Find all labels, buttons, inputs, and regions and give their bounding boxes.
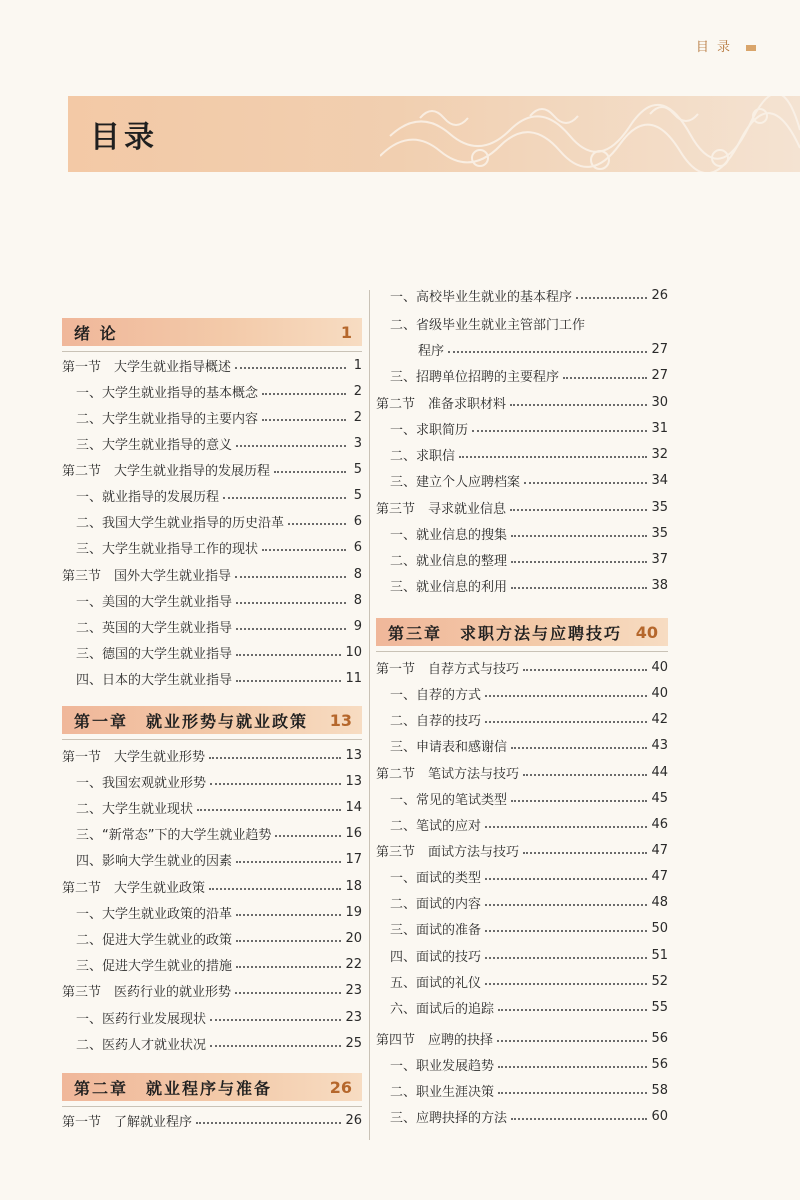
toc-entry-title: 一、职业发展趋势 (390, 1058, 495, 1074)
toc-item-entry[interactable] (62, 537, 362, 557)
toc-page-number: 3 (353, 435, 362, 451)
toc-entry-title: 三、德国的大学生就业指导 (76, 646, 233, 662)
toc-entry-title: 一、医药行业发展现状 (76, 1011, 207, 1027)
dot-leader (275, 835, 341, 837)
toc-section-entry[interactable] (376, 840, 668, 860)
toc-page-number: 22 (345, 956, 362, 972)
toc-item-entry[interactable] (62, 433, 362, 453)
toc-entry-title: 四、影响大学生就业的因素 (76, 853, 233, 869)
dot-leader (236, 654, 341, 656)
toc-page-number: 34 (651, 472, 668, 488)
dot-leader (498, 1066, 647, 1068)
toc-page-number: 40 (651, 685, 668, 701)
toc-item-entry[interactable] (62, 823, 362, 843)
dot-leader (524, 482, 647, 484)
dot-leader (523, 774, 647, 776)
toc-item-entry[interactable] (62, 616, 362, 636)
toc-entry-title: 第一节 了解就业程序 (62, 1114, 193, 1130)
toc-entry-title: 六、面试后的追踪 (390, 1001, 495, 1017)
toc-item-entry[interactable] (62, 771, 362, 791)
chapter-underline (62, 739, 362, 740)
toc-entry-title: 第二节 准备求职材料 (376, 396, 507, 412)
toc-entry-title: 第四节 应聘的抉择 (376, 1032, 494, 1048)
toc-item-entry[interactable] (376, 814, 668, 834)
toc-page-number: 56 (651, 1030, 668, 1046)
header-mark-icon (746, 45, 756, 51)
dot-leader (485, 957, 647, 959)
toc-entry-title: 一、大学生就业指导的基本概念 (76, 385, 259, 401)
dot-leader (235, 992, 341, 994)
chapter-underline (376, 651, 668, 652)
dot-leader (236, 940, 341, 942)
toc-entry-title: 一、常见的笔试类型 (390, 792, 508, 808)
chapter-title: 第二章 就业程序与准备 (74, 1078, 273, 1098)
toc-page-number: 35 (651, 499, 668, 515)
toc-item-entry[interactable] (62, 954, 362, 974)
toc-page-number: 8 (353, 566, 362, 582)
toc-entry-title: 第二节 大学生就业指导的发展历程 (62, 463, 271, 479)
dot-leader (472, 430, 647, 432)
toc-section-entry[interactable] (376, 657, 668, 677)
dot-leader (497, 1040, 647, 1042)
toc-page-number: 35 (651, 525, 668, 541)
dot-leader (262, 549, 346, 551)
toc-item-entry[interactable] (376, 866, 668, 886)
toc-entry-title: 第三节 医药行业的就业形势 (62, 984, 232, 1000)
toc-item-entry[interactable] (62, 1007, 362, 1027)
toc-page-number: 18 (345, 878, 362, 894)
toc-entry-title: 二、大学生就业指导的主要内容 (76, 411, 259, 427)
toc-entry-title: 一、求职简历 (390, 422, 469, 438)
toc-item-entry[interactable] (62, 928, 362, 948)
toc-section-entry[interactable] (376, 1028, 668, 1048)
toc-entry-title: 第一节 自荐方式与技巧 (376, 661, 520, 677)
toc-page-number: 5 (353, 461, 362, 477)
toc-page-number: 48 (651, 894, 668, 910)
toc-entry-title: 二、求职信 (390, 448, 456, 464)
toc-item-entry[interactable] (376, 549, 668, 569)
dot-leader (485, 721, 647, 723)
chapter-title: 第一章 就业形势与就业政策 (74, 711, 309, 731)
toc-section-entry[interactable] (62, 355, 362, 375)
toc-entry-title: 一、美国的大学生就业指导 (76, 594, 233, 610)
toc-entry-title: 二、职业生涯决策 (390, 1084, 495, 1100)
toc-item-entry[interactable] (376, 575, 668, 595)
chapter-underline (62, 1106, 362, 1107)
chapter-page-number: 1 (340, 322, 352, 342)
toc-entry-title: 三、建立个人应聘档案 (390, 474, 521, 490)
toc-item-entry[interactable] (376, 918, 668, 938)
toc-item-entry[interactable] (376, 339, 668, 359)
toc-entry-title: 二、省级毕业生就业主管部门工作 (390, 317, 586, 333)
toc-page-number: 27 (651, 367, 668, 383)
dot-leader (448, 351, 647, 353)
toc-entry-title: 二、面试的内容 (390, 896, 482, 912)
chapter-heading[interactable] (62, 318, 362, 346)
toc-entry-title: 二、自荐的技巧 (390, 713, 482, 729)
toc-page-number: 27 (651, 341, 668, 357)
dot-leader (210, 1045, 341, 1047)
toc-item-entry[interactable] (62, 1033, 362, 1053)
toc-item-entry[interactable] (62, 668, 362, 688)
chapter-title: 第三章 求职方法与应聘技巧 (388, 623, 623, 643)
toc-page-number: 5 (353, 487, 362, 503)
toc-page-number: 47 (651, 842, 668, 858)
toc-entry-title: 第一节 大学生就业指导概述 (62, 359, 232, 375)
toc-section-entry[interactable] (376, 497, 668, 517)
toc-entry-title: 四、日本的大学生就业指导 (76, 672, 233, 688)
toc-item-entry[interactable] (62, 511, 362, 531)
toc-item-entry[interactable] (376, 1106, 668, 1126)
dot-leader (210, 783, 341, 785)
toc-item-entry[interactable] (376, 1080, 668, 1100)
dot-leader (262, 393, 346, 395)
toc-section-entry[interactable] (62, 745, 362, 765)
toc-page-number: 13 (345, 747, 362, 763)
toc-item-entry[interactable] (62, 485, 362, 505)
toc-entry-title: 二、大学生就业现状 (76, 801, 194, 817)
dot-leader (576, 297, 647, 299)
running-header-text: 目 录 (695, 40, 732, 55)
toc-entry-title: 第二节 笔试方法与技巧 (376, 766, 520, 782)
toc-item-entry[interactable] (376, 365, 668, 385)
dot-leader (288, 523, 346, 525)
toc-page-number: 23 (345, 1009, 362, 1025)
toc-section-entry[interactable] (62, 564, 362, 584)
toc-entry-title: 三、应聘抉择的方法 (390, 1110, 508, 1126)
toc-page-number: 47 (651, 868, 668, 884)
dot-leader (209, 757, 341, 759)
toc-section-entry[interactable] (62, 980, 362, 1000)
toc-page-number: 38 (651, 577, 668, 593)
toc-page-number: 14 (345, 799, 362, 815)
dot-leader (197, 809, 341, 811)
toc-page-number: 42 (651, 711, 668, 727)
toc-page-number: 30 (651, 394, 668, 410)
toc-entry-title: 二、医药人才就业状况 (76, 1037, 207, 1053)
dot-leader (485, 904, 647, 906)
dot-leader (485, 695, 647, 697)
toc-item-entry[interactable] (62, 849, 362, 869)
toc-entry-title: 二、就业信息的整理 (390, 553, 508, 569)
toc-item-entry[interactable] (376, 444, 668, 464)
dot-leader (511, 747, 647, 749)
toc-entry-title: 第二节 大学生就业政策 (62, 880, 206, 896)
dot-leader (485, 878, 647, 880)
dot-leader (223, 497, 346, 499)
dot-leader (511, 561, 647, 563)
toc-page-number: 2 (353, 383, 362, 399)
toc-section-entry[interactable] (62, 876, 362, 896)
toc-page-number: 25 (345, 1035, 362, 1051)
toc-page-number: 44 (651, 764, 668, 780)
toc-item-entry[interactable] (62, 642, 362, 662)
toc-entry-title: 第一节 大学生就业形势 (62, 749, 206, 765)
toc-page-number: 2 (353, 409, 362, 425)
dot-leader (236, 680, 341, 682)
chapter-page-number: 40 (635, 622, 658, 642)
wave-pattern-icon (380, 96, 800, 172)
toc-section-entry[interactable] (376, 762, 668, 782)
dot-leader (498, 1092, 647, 1094)
toc-page-number: 51 (651, 947, 668, 963)
toc-entry-title: 第三节 国外大学生就业指导 (62, 568, 232, 584)
chapter-underline (62, 351, 362, 352)
dot-leader (236, 602, 346, 604)
dot-leader (236, 445, 346, 447)
toc-page-number: 45 (651, 790, 668, 806)
toc-item-entry[interactable] (62, 381, 362, 401)
toc-page-number: 1 (353, 357, 362, 373)
toc-page-number: 19 (345, 904, 362, 920)
toc-entry-title: 三、面试的准备 (390, 922, 482, 938)
dot-leader (485, 826, 647, 828)
toc-page-number: 16 (345, 825, 362, 841)
toc-entry-title: 三、招聘单位招聘的主要程序 (390, 369, 560, 385)
dot-leader (511, 587, 647, 589)
toc-item-entry[interactable] (376, 418, 668, 438)
toc-item-entry[interactable] (376, 709, 668, 729)
toc-entry-title: 三、促进大学生就业的措施 (76, 958, 233, 974)
dot-leader (459, 456, 647, 458)
toc-entry-title: 五、面试的礼仪 (390, 975, 482, 991)
toc-entry-title: 四、面试的技巧 (390, 949, 482, 965)
toc-page-number: 50 (651, 920, 668, 936)
toc-page-number: 10 (345, 644, 362, 660)
toc-page-number: 6 (353, 539, 362, 555)
toc-page-number: 46 (651, 816, 668, 832)
toc-item-entry[interactable] (376, 683, 668, 703)
dot-leader (511, 800, 647, 802)
dot-leader (235, 367, 346, 369)
dot-leader (235, 576, 346, 578)
toc-page-number: 43 (651, 737, 668, 753)
toc-entry-title: 三、申请表和感谢信 (390, 739, 508, 755)
toc-page-number: 13 (345, 773, 362, 789)
toc-page-number: 55 (651, 999, 668, 1015)
toc-entry-title: 第三节 面试方法与技巧 (376, 844, 520, 860)
dot-leader (209, 888, 341, 890)
toc-page-number: 37 (651, 551, 668, 567)
toc-page-number: 8 (353, 592, 362, 608)
dot-leader (511, 535, 647, 537)
toc-entry-title: 三、大学生就业指导工作的现状 (76, 541, 259, 557)
toc-item-entry[interactable] (62, 902, 362, 922)
toc-section-entry[interactable] (62, 1110, 362, 1130)
column-divider (369, 290, 370, 1140)
toc-item-entry[interactable] (376, 788, 668, 808)
dot-leader (563, 377, 647, 379)
toc-page-number: 20 (345, 930, 362, 946)
toc-item-entry[interactable] (376, 997, 668, 1017)
toc-item-entry[interactable] (376, 313, 668, 333)
toc-page-number: 17 (345, 851, 362, 867)
toc-entry-title: 二、笔试的应对 (390, 818, 482, 834)
dot-leader (523, 669, 647, 671)
toc-item-entry[interactable] (376, 945, 668, 965)
dot-leader (210, 1019, 341, 1021)
dot-leader (262, 419, 346, 421)
toc-entry-title: 第三节 寻求就业信息 (376, 501, 507, 517)
chapter-heading[interactable] (376, 618, 668, 646)
toc-page-number: 40 (651, 659, 668, 675)
toc-page-number: 31 (651, 420, 668, 436)
toc-entry-title: 二、我国大学生就业指导的历史沿革 (76, 515, 285, 531)
toc-entry-title: 一、面试的类型 (390, 870, 482, 886)
toc-page-number: 58 (651, 1082, 668, 1098)
toc-item-entry[interactable] (376, 285, 668, 305)
toc-entry-title: 一、就业信息的搜集 (390, 527, 508, 543)
toc-page-number: 9 (353, 618, 362, 634)
toc-item-entry[interactable] (376, 971, 668, 991)
dot-leader (236, 628, 346, 630)
dot-leader (523, 852, 647, 854)
dot-leader (274, 471, 346, 473)
toc-item-entry[interactable] (376, 470, 668, 490)
toc-entry-title: 一、大学生就业政策的沿革 (76, 906, 233, 922)
dot-leader (236, 966, 341, 968)
title-banner (68, 96, 800, 172)
toc-page-number: 26 (651, 287, 668, 303)
chapter-heading[interactable] (62, 1073, 362, 1101)
dot-leader (510, 404, 647, 406)
toc-entry-title: 二、英国的大学生就业指导 (76, 620, 233, 636)
toc-item-entry[interactable] (376, 523, 668, 543)
dot-leader (236, 861, 341, 863)
toc-section-entry[interactable] (376, 392, 668, 412)
toc-entry-title: 三、“新常态”下的大学生就业趋势 (76, 827, 272, 843)
toc-page-number: 56 (651, 1056, 668, 1072)
chapter-heading[interactable] (62, 706, 362, 734)
toc-section-entry[interactable] (62, 459, 362, 479)
dot-leader (498, 1009, 647, 1011)
toc-page-number: 11 (345, 670, 362, 686)
toc-entry-title: 程序 (418, 343, 445, 359)
toc-page-number: 6 (353, 513, 362, 529)
chapter-page-number: 13 (329, 710, 352, 730)
toc-page-number: 32 (651, 446, 668, 462)
toc-entry-title: 一、自荐的方式 (390, 687, 482, 703)
dot-leader (510, 509, 647, 511)
dot-leader (236, 914, 341, 916)
toc-page-number: 52 (651, 973, 668, 989)
toc-entry-title: 三、就业信息的利用 (390, 579, 508, 595)
dot-leader (511, 1118, 647, 1120)
toc-item-entry[interactable] (376, 735, 668, 755)
toc-item-entry[interactable] (62, 407, 362, 427)
toc-item-entry[interactable] (376, 892, 668, 912)
toc-page-number: 23 (345, 982, 362, 998)
toc-entry-title: 一、我国宏观就业形势 (76, 775, 207, 791)
toc-page-number: 26 (345, 1112, 362, 1128)
chapter-page-number: 26 (329, 1077, 352, 1097)
toc-item-entry[interactable] (62, 590, 362, 610)
dot-leader (485, 930, 647, 932)
toc-entry-title: 一、高校毕业生就业的基本程序 (390, 289, 573, 305)
toc-item-entry[interactable] (376, 1054, 668, 1074)
dot-leader (485, 983, 647, 985)
toc-page-number: 60 (651, 1108, 668, 1124)
dot-leader (196, 1122, 341, 1124)
toc-item-entry[interactable] (62, 797, 362, 817)
page-title: 目录 (90, 120, 158, 155)
running-header (696, 36, 756, 55)
toc-entry-title: 一、就业指导的发展历程 (76, 489, 220, 505)
toc-entry-title: 二、促进大学生就业的政策 (76, 932, 233, 948)
chapter-title: 绪 论 (74, 323, 118, 343)
toc-entry-title: 三、大学生就业指导的意义 (76, 437, 233, 453)
